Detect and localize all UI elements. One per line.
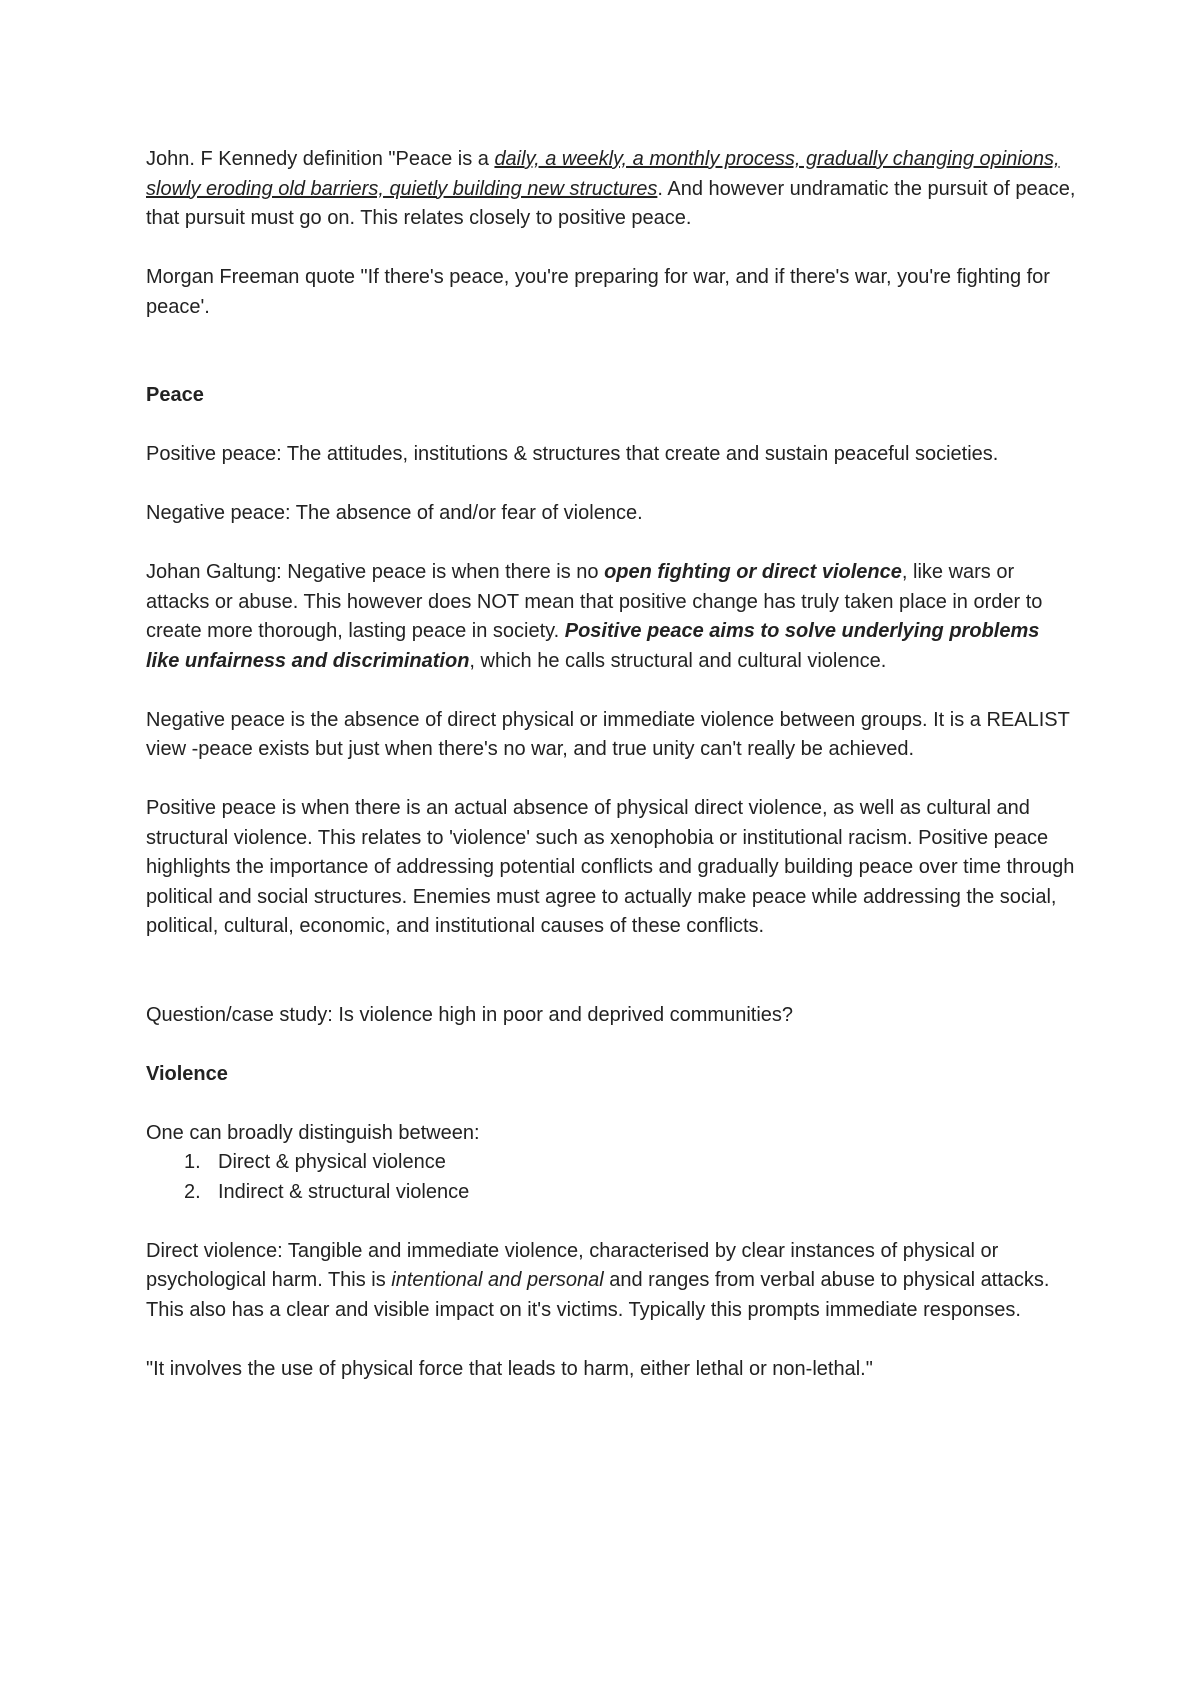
force-quote: "It involves the use of physical force that leads to harm, either lethal or non-lethal." <box>146 1357 873 1380</box>
direct-violence-paragraph <box>146 1237 1076 1326</box>
galtung-emphasis-1: open fighting or direct violence <box>604 561 902 583</box>
kennedy-quote-emphasis: daily, a weekly, a monthly process, gradually changing opinions, slowly eroding old barriers, quietly building new structures <box>146 148 1060 200</box>
positive-peace-definition: Positive peace: The attitudes, institutions & structures that create and sustain peaceful societies. <box>146 443 999 465</box>
list-item <box>146 1178 1076 1208</box>
kennedy-text-end: . And however undramatic the pursuit of peace, that pursuit must go on. This relates closely to positive peace. <box>146 177 1076 229</box>
list-item-text: Indirect & structural violence <box>218 1180 470 1203</box>
direct-text-2: and ranges from verbal abuse to physical attacks. This also has a clear and visible impact on it's victims. Typically this prompts immediate responses. <box>146 1269 1050 1321</box>
list-number: 2. <box>184 1180 201 1203</box>
list-number: 1. <box>184 1151 201 1173</box>
galtung-text-2: , like wars or attacks or abuse. This however does NOT mean that positive change has truly taken place in order to create more thorough, lasting peace in society. <box>146 561 1043 642</box>
galtung-text-3: , which he calls structural and cultural violence. <box>469 649 887 672</box>
kennedy-paragraph <box>146 145 1076 234</box>
freeman-paragraph: Morgan Freeman quote "If there's peace, you're preparing for war, and if there's war, you're fighting for peace'. <box>146 266 1050 318</box>
heading-violence: Violence <box>146 1062 228 1085</box>
negative-peace-detail: Negative peace is the absence of direct physical or immediate violence between groups. It is a REALIST view -peace exists but just when there's no war, and true unity can't really be achieved. <box>146 708 1070 760</box>
kennedy-text-start: John. F Kennedy definition "Peace is a <box>146 148 495 170</box>
distinguish-intro: One can broadly distinguish between: <box>146 1121 480 1144</box>
list-item <box>146 1148 1076 1178</box>
positive-peace-detail: Positive peace is when there is an actual absence of physical direct violence, as well as cultural and structural violence. This relates to 'violence' such as xenophobia or institutional racism. Positive peace highlights the importance of addressing potential conflicts and gradually building peace over time through political and social structures. Enemies must agree to actually make peace while addressing the social, political, cultural, economic, and institutional causes of these conflicts. <box>146 797 1075 937</box>
case-study-question: Question/case study: Is violence high in poor and deprived communities? <box>146 1003 794 1026</box>
galtung-text-1: Johan Galtung: Negative peace is when there is no <box>146 561 605 583</box>
direct-text-1: Direct violence: Tangible and immediate violence, characterised by clear instances of physical or psychological harm. This is <box>146 1239 999 1291</box>
galtung-emphasis-2: Positive peace aims to solve underlying problems like unfairness and discrimination <box>146 620 1040 672</box>
direct-emphasis: intentional and personal <box>391 1269 604 1291</box>
document-body <box>146 145 1076 1384</box>
galtung-paragraph <box>146 558 1076 676</box>
heading-peace: Peace <box>146 384 204 406</box>
violence-types-list <box>146 1148 1076 1207</box>
negative-peace-definition: Negative peace: The absence of and/or fear of violence. <box>146 502 643 524</box>
list-item-text: Direct & physical violence <box>218 1151 446 1173</box>
